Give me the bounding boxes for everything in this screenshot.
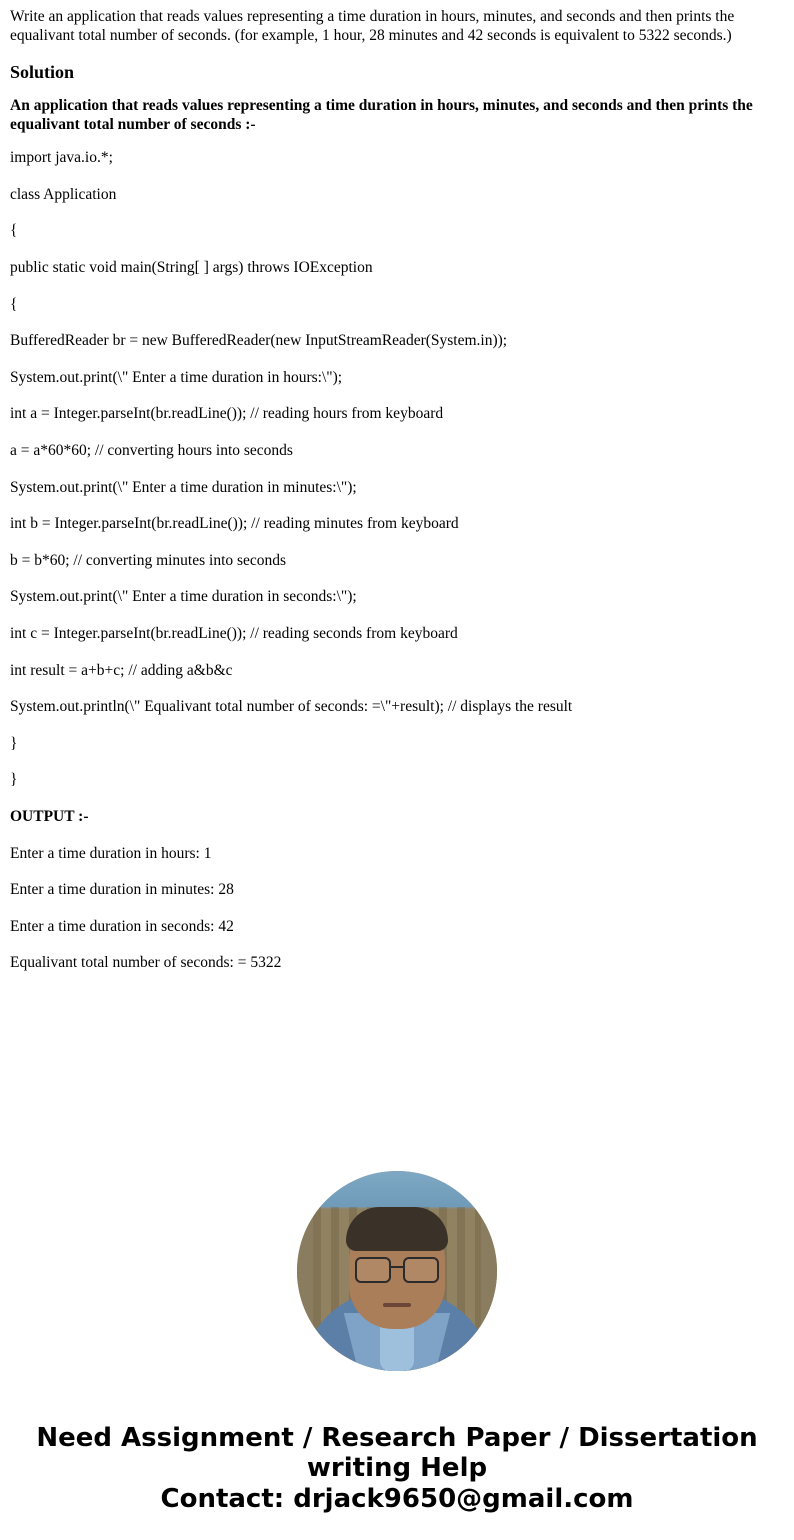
output-line: Enter a time duration in seconds: 42 — [10, 917, 234, 935]
output-line: Equalivant total number of seconds: = 5322 — [10, 954, 282, 972]
code-line: System.out.println(\" Equalivant total number of seconds: =\"+result); // displays the result — [10, 698, 573, 716]
solution-heading: Solution — [10, 61, 75, 82]
code-line: } — [10, 734, 18, 752]
output-heading: OUTPUT :- — [10, 807, 89, 825]
code-line: int c = Integer.parseInt(br.readLine()); // reading seconds from keyboard — [10, 624, 458, 642]
code-line: int a = Integer.parseInt(br.readLine()); // reading hours from keyboard — [10, 405, 444, 423]
code-line: System.out.print(\" Enter a time duration in hours:\"); — [10, 368, 343, 386]
code-line: int b = Integer.parseInt(br.readLine()); // reading minutes from keyboard — [10, 515, 459, 533]
avatar-mouth — [383, 1303, 411, 1307]
footer-line-1: Need Assignment / Research Paper / Dissertation — [36, 1422, 758, 1453]
code-line: b = b*60; // converting minutes into seconds — [10, 551, 287, 569]
avatar-hair — [346, 1207, 448, 1251]
avatar-glasses-right — [403, 1257, 439, 1283]
code-line: { — [10, 222, 18, 240]
code-block — [8, 149, 786, 790]
code-line: { — [10, 295, 18, 313]
solution-intro: An application that reads values representing a time duration in hours, minutes, and seconds and then prints the equalivant total number of seconds :- — [10, 97, 753, 134]
footer-contact-email: Contact: drjack9650@gmail.com — [160, 1483, 634, 1514]
code-line: a = a*60*60; // converting hours into seconds — [10, 441, 293, 459]
code-line: System.out.print(\" Enter a time duration in minutes:\"); — [10, 478, 357, 496]
vertical-spacer — [8, 991, 786, 1161]
code-line: class Application — [10, 185, 117, 203]
avatar-container — [8, 1171, 786, 1371]
footer-line-2: writing Help — [306, 1453, 488, 1484]
code-line: System.out.print(\" Enter a time duration in seconds:\"); — [10, 588, 357, 606]
output-line: Enter a time duration in hours: 1 — [10, 844, 212, 862]
footer-contact-block — [8, 1423, 786, 1540]
output-line: Enter a time duration in minutes: 28 — [10, 881, 234, 899]
code-line: } — [10, 771, 18, 789]
code-line: public static void main(String[ ] args) throws IOException — [10, 259, 373, 276]
code-line: int result = a+b+c; // adding a&b&c — [10, 661, 233, 679]
code-line: import java.io.*; — [10, 149, 113, 167]
avatar — [297, 1171, 497, 1371]
question-text: Write an application that reads values representing a time duration in hours, minutes, and seconds and then prints the equalivant total number of seconds. (for example, 1 hour, 28 minutes and 42 seconds is equivalent to 5322 seconds.) — [10, 8, 735, 44]
avatar-glasses-bridge — [390, 1266, 404, 1268]
avatar-glasses-left — [355, 1257, 391, 1283]
output-block — [8, 845, 786, 973]
code-line: BufferedReader br = new BufferedReader(new InputStreamReader(System.in)); — [10, 332, 508, 350]
